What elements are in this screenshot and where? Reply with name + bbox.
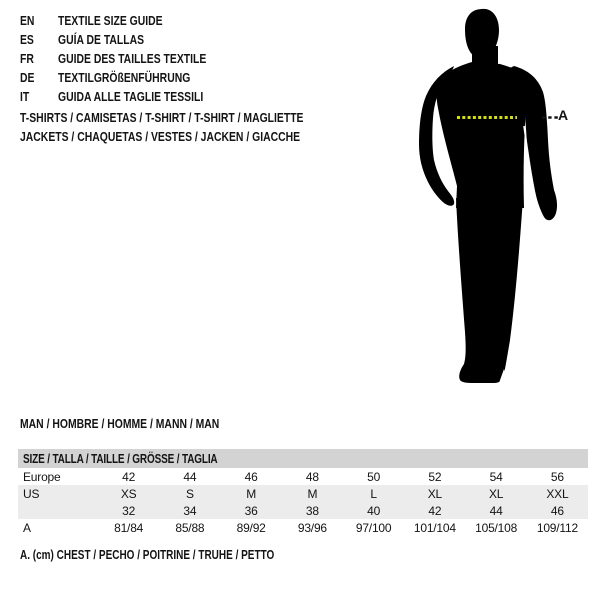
size-cell: 48 [305,469,319,484]
size-cell: 42 [122,469,136,484]
size-cell: 105/108 [475,520,518,535]
language-row-de [20,68,243,87]
language-code: EN [20,13,35,28]
language-row-es [20,30,243,49]
size-cell: XL [466,485,527,502]
size-row-label: US [18,485,98,502]
size-row-label: A [23,520,31,535]
language-row-en [20,11,243,30]
size-table-header-row [18,449,588,468]
size-cell: 52 [428,469,442,484]
size-cell: M [282,485,343,502]
measure-label-a: A [558,107,569,123]
language-title: GUÍA DE TALLAS [58,32,145,47]
size-cell: XXL [527,485,588,502]
size-cell: 54 [489,469,503,484]
size-cell: 36 [221,502,282,519]
size-row-label: Europe [23,469,61,484]
garment-categories [20,108,374,146]
size-cell: 97/100 [355,520,392,535]
language-code: IT [20,89,30,104]
language-row-fr [20,49,243,68]
language-code: FR [20,51,34,66]
man-silhouette-graphic [396,2,586,394]
measurement-footnote: A. (cm) CHEST / PECHO / POITRINE / TRUHE / PETTO [20,548,275,562]
size-cell: 93/96 [297,520,327,535]
man-silhouette-figure [396,2,586,394]
size-cell: 40 [343,502,404,519]
size-cell: XS [98,485,159,502]
category-tshirts: T-SHIRTS / CAMISETAS / T-SHIRT / T-SHIRT / MAGLIETTE [20,110,304,125]
size-cell: XL [404,485,465,502]
size-cell: 44 [466,502,527,519]
language-title: TEXTILE SIZE GUIDE [58,13,163,28]
language-legend [20,11,243,106]
size-cell: 46 [244,469,258,484]
size-cell: 89/92 [236,520,266,535]
size-row-us-numbers [18,502,588,519]
size-table [18,449,588,536]
size-table-header-cell [18,449,588,468]
size-cell: S [159,485,220,502]
language-row-it [20,87,243,106]
size-cell: M [221,485,282,502]
language-title: GUIDA ALLE TAGLIE TESSILI [58,89,204,104]
language-code: ES [20,32,34,47]
size-table-header-text: SIZE / TALLA / TAILLE / GRÖSSE / TAGLIA [23,451,218,466]
size-cell: 109/112 [536,520,578,535]
size-cell: 81/84 [114,520,144,535]
size-cell: 38 [282,502,343,519]
size-cell: 85/88 [175,520,205,535]
size-cell: L [343,485,404,502]
size-cell: 42 [404,502,465,519]
size-row-us-letters [18,485,588,502]
size-cell: 46 [527,502,588,519]
size-cell: 50 [367,469,381,484]
size-cell: 34 [159,502,220,519]
silhouette-legs [456,198,523,383]
size-cell: 32 [98,502,159,519]
category-jackets: JACKETS / CHAQUETAS / VESTES / JACKEN / GIACCHE [20,129,301,144]
language-title: TEXTILGRÖßENFÜHRUNG [58,70,191,85]
language-code: DE [20,70,35,85]
section-title-man: MAN / HOMBRE / HOMME / MANN / MAN [20,416,220,431]
language-title: GUIDE DES TAILLES TEXTILE [58,51,207,66]
size-cell: 56 [550,469,564,484]
size-row-label [18,502,98,519]
size-row-chest-cm [18,519,588,536]
size-cell: 101/104 [413,520,456,535]
size-cell: 44 [183,469,197,484]
size-row-europe [18,468,588,485]
